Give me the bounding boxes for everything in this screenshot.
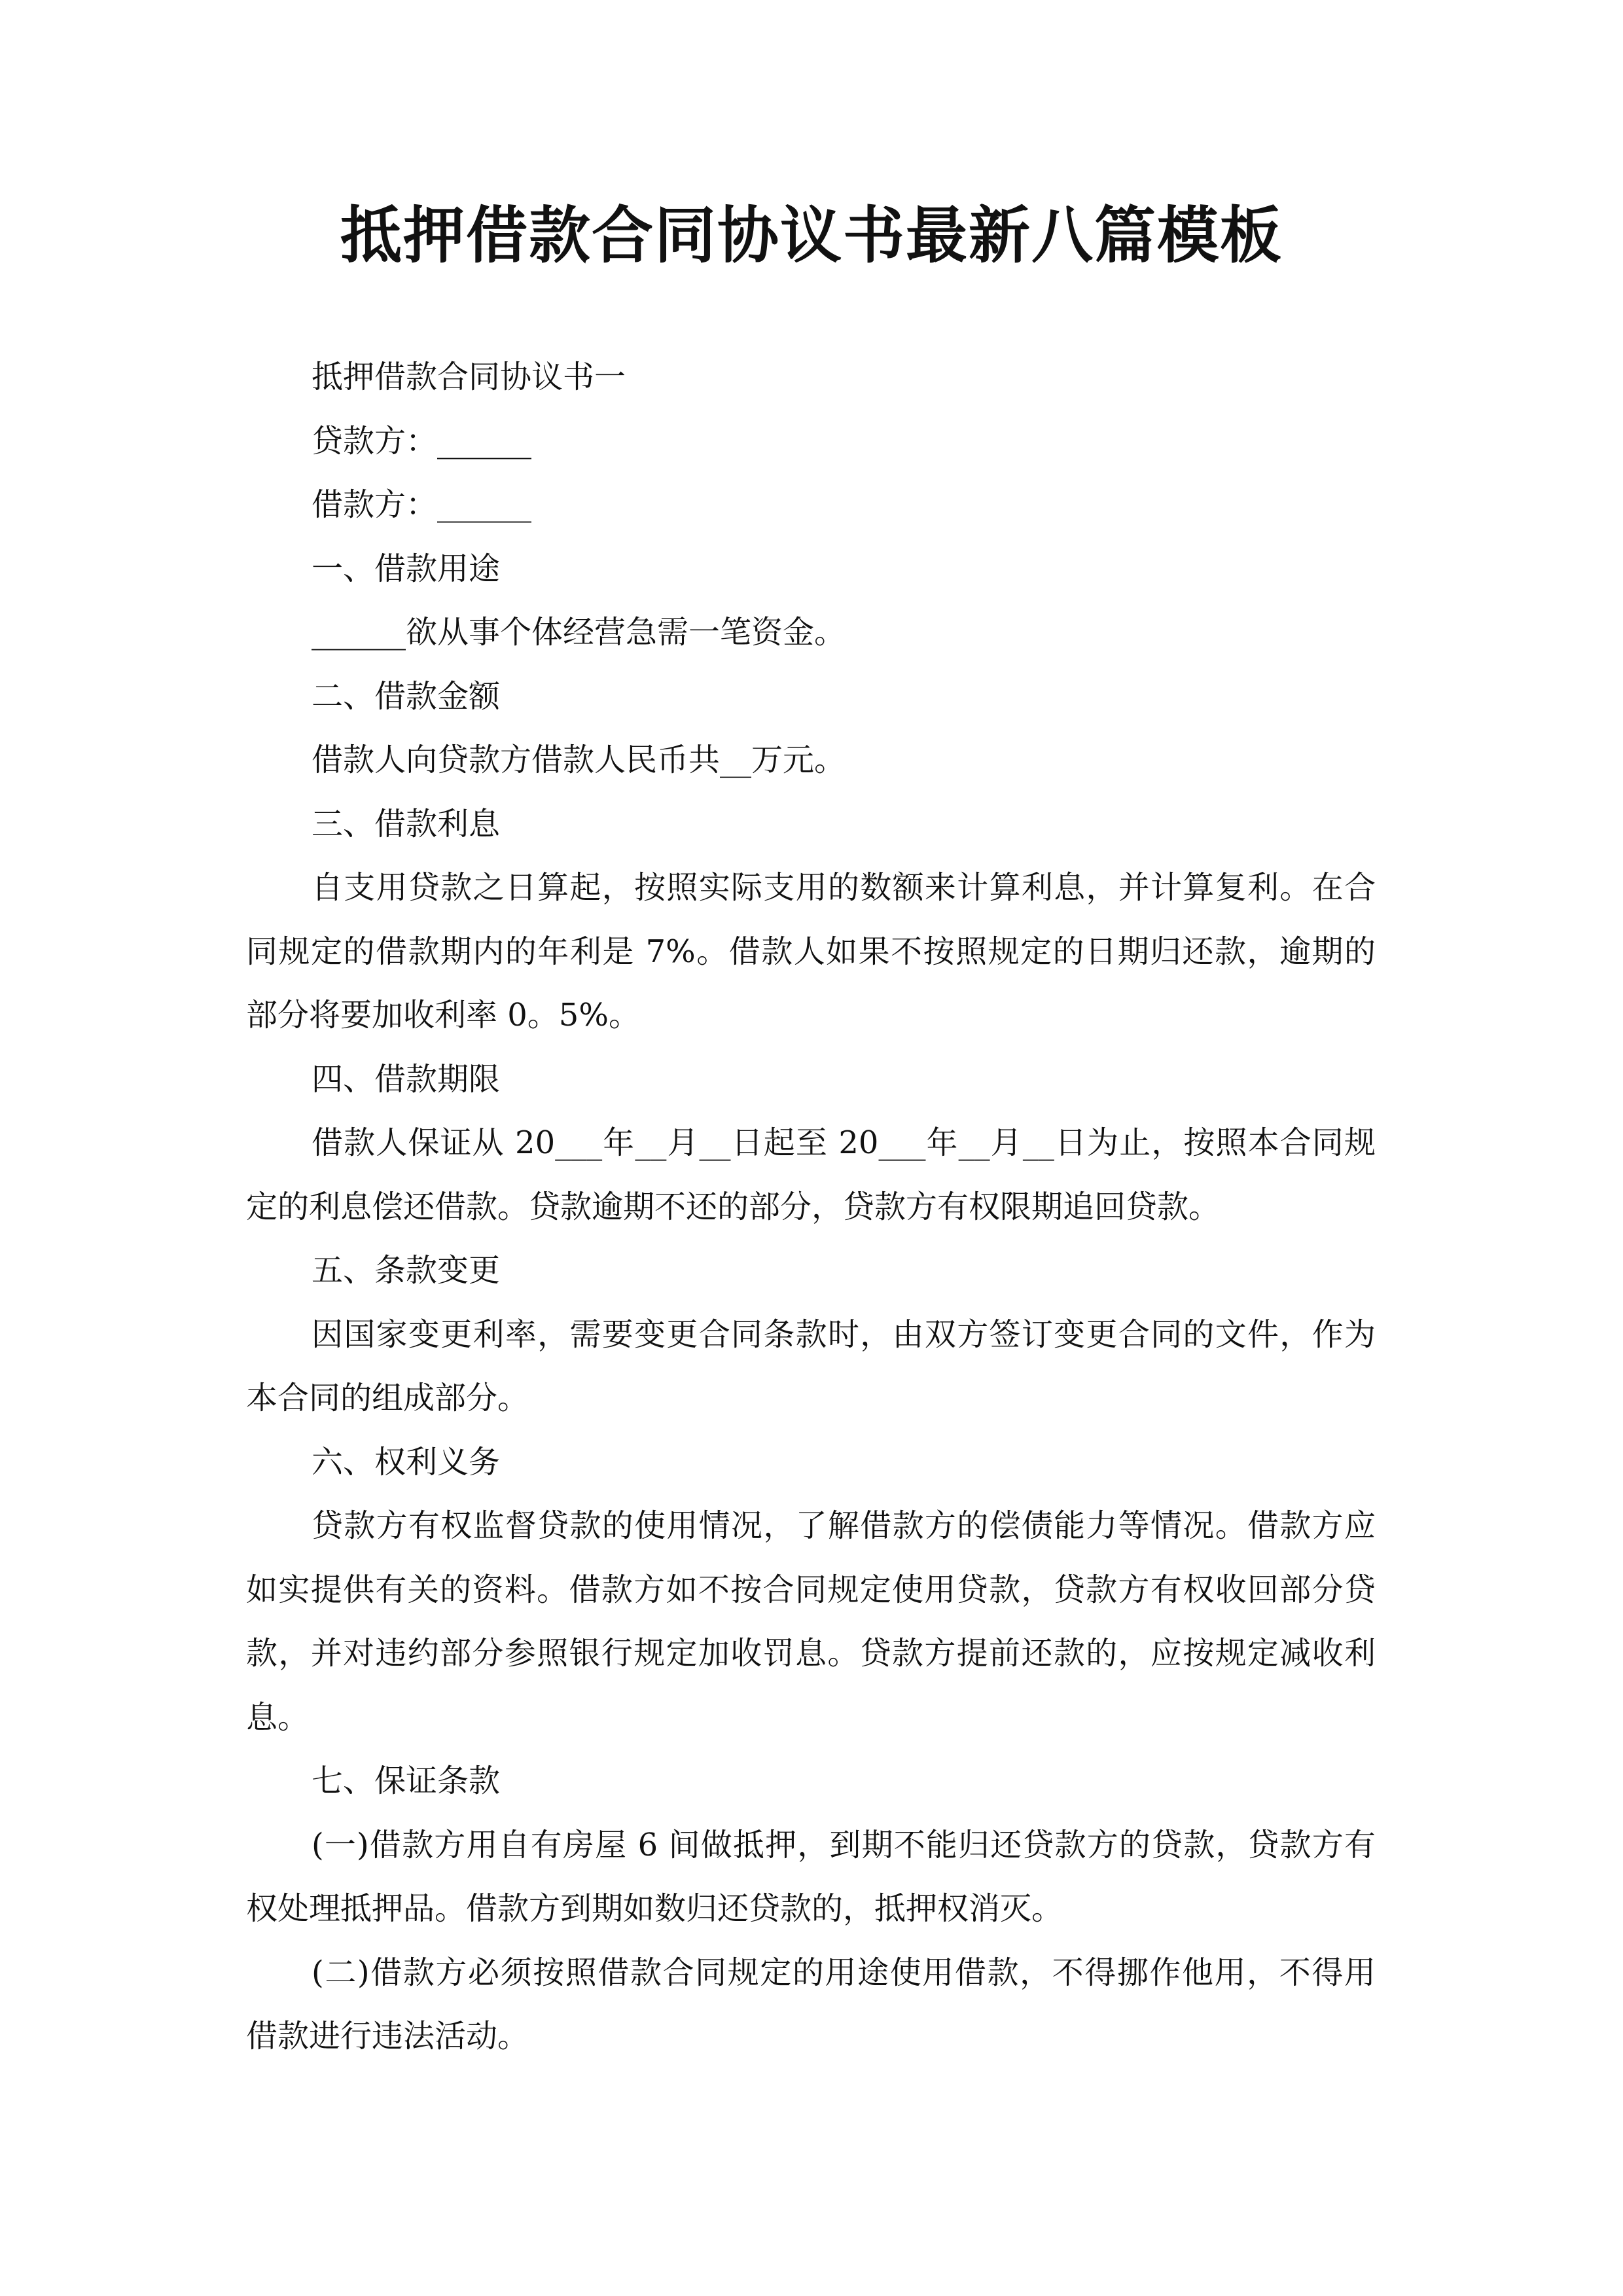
paragraph (246, 601, 1376, 665)
text-line: 定的利息偿还借款。贷款逾期不还的部分，贷款方有权限期追回贷款。 (246, 1188, 1221, 1225)
text-line: 五、条款变更 (312, 1252, 501, 1289)
text-line: 因国家变更利率，需要变更合同条款时，由双方签订变更合同的文件，作为 (312, 1316, 1376, 1353)
text-line: (二)借款方必须按照借款合同规定的用途使用借款，不得挪作他用，不得用 (312, 1954, 1376, 1991)
text-line: 贷款方：______ (312, 422, 532, 459)
paragraph (246, 1749, 1376, 1814)
paragraph (246, 1111, 1376, 1239)
text-line: 如实提供有关的资料。借款方如不按合同规定使用贷款，贷款方有权收回部分贷 (246, 1571, 1376, 1608)
text-line: 部分将要加收利率 0。5%。 (246, 997, 640, 1033)
paragraph (246, 1303, 1376, 1431)
text-line: 贷款方有权监督贷款的使用情况，了解借款方的偿债能力等情况。借款方应 (312, 1507, 1376, 1544)
paragraph (246, 1941, 1376, 2069)
document-body (246, 346, 1376, 2069)
paragraph (246, 1814, 1376, 1941)
paragraph (246, 537, 1376, 601)
paragraph (246, 410, 1376, 474)
text-line: 自支用贷款之日算起，按照实际支用的数额来计算利息，并计算复利。在合 (312, 869, 1376, 906)
text-line: 二、借款金额 (312, 677, 501, 715)
text-line: 款，并对违约部分参照银行规定加收罚息。贷款方提前还款的，应按规定减收利 (246, 1635, 1376, 1672)
paragraph (246, 1431, 1376, 1495)
paragraph (246, 665, 1376, 729)
text-line: 借款方：______ (312, 486, 532, 523)
paragraph (246, 728, 1376, 793)
text-line: 六、权利义务 (312, 1443, 501, 1480)
text-line: 四、借款期限 (312, 1060, 501, 1098)
text-line: (一)借款方用自有房屋 6 间做抵押，到期不能归还贷款方的贷款，贷款方有 (312, 1826, 1376, 1863)
paragraph (246, 1239, 1376, 1303)
paragraph (246, 856, 1376, 1048)
text-line: 借款人保证从 20___年__月__日起至 20___年__月__日为止，按照本合同规 (312, 1124, 1376, 1161)
text-line: 本合同的组成部分。 (246, 1380, 529, 1416)
paragraph (246, 1048, 1376, 1112)
text-line: 息。 (246, 1698, 310, 1736)
text-line: 抵押借款合同协议书一 (312, 359, 626, 395)
text-line: 七、保证条款 (312, 1763, 501, 1799)
paragraph (246, 1494, 1376, 1749)
text-line: 借款人向贷款方借款人民币共__万元。 (312, 742, 846, 778)
paragraph (246, 793, 1376, 857)
text-line: 一、借款用途 (312, 550, 501, 587)
text-line: 三、借款利息 (312, 805, 501, 842)
text-line: 借款进行违法活动。 (246, 2018, 529, 2054)
paragraph (246, 346, 1376, 410)
paragraph (246, 473, 1376, 537)
text-line: 同规定的借款期内的年利是 7%。借款人如果不按照规定的日期归还款，逾期的 (246, 933, 1376, 970)
document-title: 抵押借款合同协议书最新八篇模板 (340, 200, 1283, 272)
text-line: ______欲从事个体经营急需一笔资金。 (312, 614, 846, 651)
text-line: 权处理抵押品。借款方到期如数归还贷款的，抵押权消灭。 (246, 1890, 1063, 1927)
